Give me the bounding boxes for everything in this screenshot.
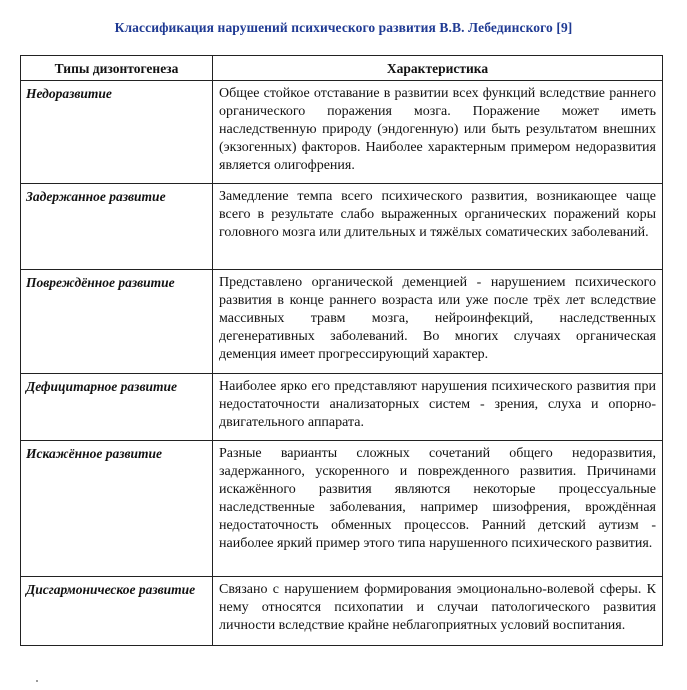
- row-description: Связано с нарушением формирования эмоционально-волевой сферы. К нему относятся психопатии и случаи патологического развития личности вследствие крайне неблагоприятных условий воспитания.: [213, 577, 663, 646]
- row-description: Общее стойкое отставание в развитии всех функций вследствие раннего органического поражения мозга. Поражение может иметь наследственную природу (эндогенную) или быть результатом внешних (экзогенных) факторов. Наиболее характерным примером недоразвития является олигофрения.: [213, 81, 663, 184]
- row-type-label: Повреждённое развитие: [21, 270, 213, 374]
- classification-table: [20, 55, 663, 646]
- document-title: Классификация нарушений психического развития В.В. Лебединского [9]: [114, 20, 573, 35]
- row-type-label: Дисгармоническое развитие: [21, 577, 213, 646]
- row-description: Наиболее ярко его представляют нарушения психического развития при недостаточности анализаторных систем - зрения, слуха и опорно-двигательного аппарата.: [213, 374, 663, 441]
- table-row: [21, 184, 663, 270]
- scan-speck: [36, 680, 38, 682]
- table-header-row: [21, 56, 663, 81]
- table-row: [21, 270, 663, 374]
- row-type-label: Недоразвитие: [21, 81, 213, 184]
- row-description: Представлено органической деменцией - нарушением психического развития в конце раннего возраста или уже после трёх лет вследствие массивных травм мозга, нейроинфекций, наследственных дегенеративных заболеваний. Во многих случаях органическая деменция имеет прогрессирующий характер.: [213, 270, 663, 374]
- table-row: [21, 577, 663, 646]
- row-type-label: Дефицитарное развитие: [21, 374, 213, 441]
- row-type-label: Искажённое развитие: [21, 441, 213, 577]
- row-description: Замедление темпа всего психического развития, возникающее чаще всего в результате слабо выраженных органических поражений коры головного мозга или длительных и тяжёлых соматических заболеваний.: [213, 184, 663, 270]
- header-characteristics: Характеристика: [213, 56, 663, 81]
- row-description: Разные варианты сложных сочетаний общего недоразвития, задержанного, ускоренного и поврежденного развития. Причинами искажённого развития являются некоторые процессуальные наследственные заболевания, например шизофрения, врождённая недостаточность обменных процессов. Ранний детский аутизм - наиболее яркий пример этого типа нарушенного психического развития.: [213, 441, 663, 577]
- row-type-label: Задержанное развитие: [21, 184, 213, 270]
- table-row: [21, 374, 663, 441]
- table-row: [21, 441, 663, 577]
- table-row: [21, 81, 663, 184]
- header-types: Типы дизонтогенеза: [21, 56, 213, 81]
